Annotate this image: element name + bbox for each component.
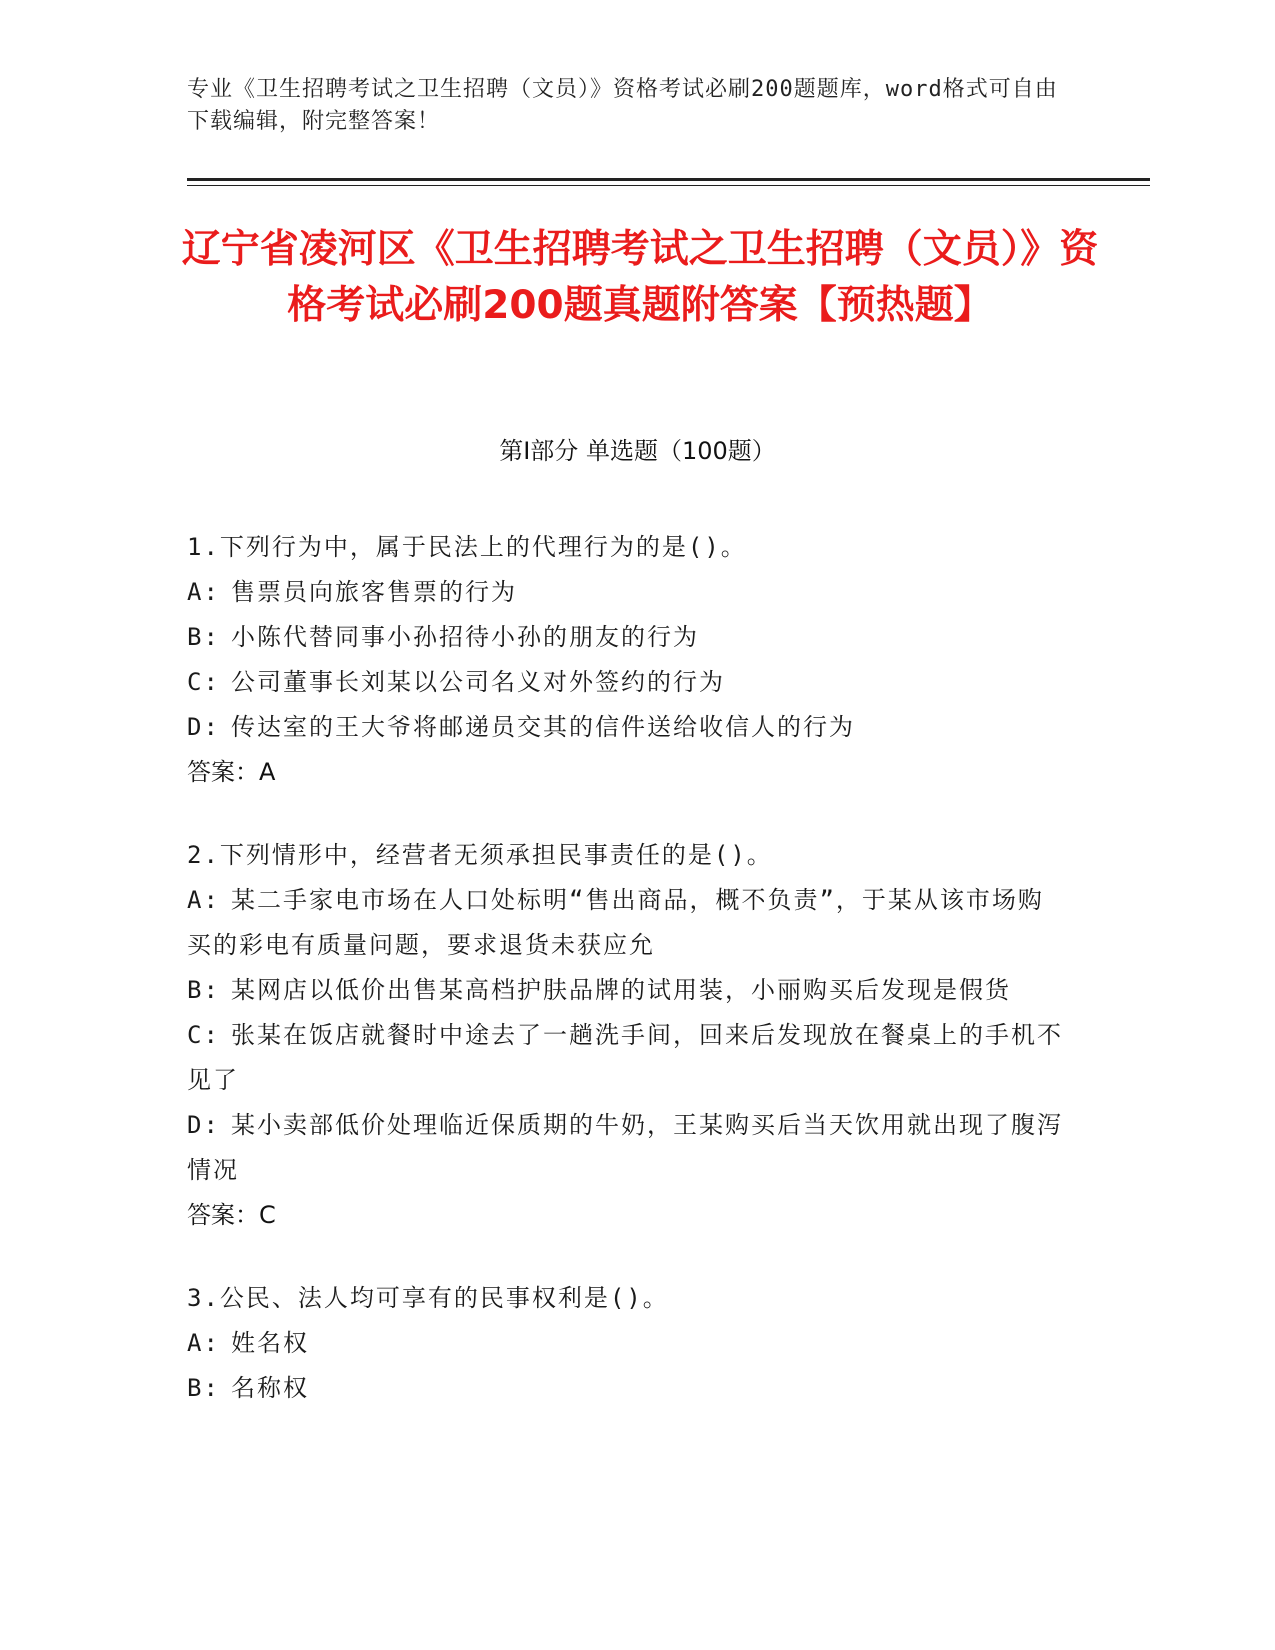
answer-prefix: 答案：: [187, 758, 259, 786]
option-a: [187, 570, 1067, 615]
option-d: [187, 705, 1067, 750]
answer-value: A: [259, 758, 276, 786]
section-heading: 第I部分 单选题（100题）: [499, 437, 776, 465]
question-1: [187, 525, 1067, 795]
option-letter: B:: [187, 623, 220, 651]
option-a: [187, 878, 1067, 968]
option-text: 张某在饭店就餐时中途去了一趟洗手间，回来后发现放在餐桌上的手机不见了: [187, 1021, 1063, 1094]
answer-value: C: [259, 1201, 276, 1229]
option-text: 姓名权: [231, 1329, 309, 1357]
option-letter: D:: [187, 1111, 220, 1139]
answer-prefix: 答案：: [187, 1201, 259, 1229]
option-text: 传达室的王大爷将邮递员交其的信件送给收信人的行为: [231, 713, 855, 741]
question-stem: 1.下列行为中，属于民法上的代理行为的是()。: [187, 533, 747, 561]
header-rule-thin: [187, 185, 1150, 186]
option-letter: A:: [187, 1329, 220, 1357]
option-letter: B:: [187, 976, 220, 1004]
option-text: 售票员向旅客售票的行为: [231, 578, 517, 606]
option-text: 小陈代替同事小孙招待小孙的朋友的行为: [231, 623, 699, 651]
option-c: [187, 660, 1067, 705]
option-a: [187, 1321, 1067, 1366]
option-letter: C:: [187, 668, 220, 696]
option-text: 某网店以低价出售某高档护肤品牌的试用装，小丽购买后发现是假货: [231, 976, 1011, 1004]
question-stem: 2.下列情形中，经营者无须承担民事责任的是()。: [187, 841, 773, 869]
question-list: [187, 525, 1067, 1449]
header-note: 专业《卫生招聘考试之卫生招聘（文员）》资格考试必刷200题题库，word格式可自由下载编辑，附完整答案！: [187, 77, 1058, 134]
option-d: [187, 1103, 1067, 1193]
option-text: 公司董事长刘某以公司名义对外签约的行为: [231, 668, 725, 696]
option-letter: C:: [187, 1021, 220, 1049]
option-b: [187, 1366, 1067, 1411]
question-2: [187, 833, 1067, 1238]
page-title: 辽宁省凌河区《卫生招聘考试之卫生招聘（文员）》资格考试必刷200题真题附答案【预热题】: [181, 227, 1099, 328]
option-letter: A:: [187, 578, 220, 606]
option-text: 某小卖部低价处理临近保质期的牛奶，王某购买后当天饮用就出现了腹泻情况: [187, 1111, 1063, 1184]
option-text: 某二手家电市场在人口处标明“售出商品，概不负责”，于某从该市场购买的彩电有质量问题，要求退货未获应允: [187, 886, 1044, 959]
option-letter: B:: [187, 1374, 220, 1402]
option-letter: A:: [187, 886, 220, 914]
option-text: 名称权: [231, 1374, 309, 1402]
header-rule-thick: [187, 178, 1150, 181]
answer-line: [187, 1193, 1067, 1238]
option-c: [187, 1013, 1067, 1103]
option-b: [187, 615, 1067, 660]
question-3: [187, 1276, 1067, 1411]
answer-line: [187, 750, 1067, 795]
option-b: [187, 968, 1067, 1013]
question-stem: 3.公民、法人均可享有的民事权利是()。: [187, 1284, 669, 1312]
option-letter: D:: [187, 713, 220, 741]
